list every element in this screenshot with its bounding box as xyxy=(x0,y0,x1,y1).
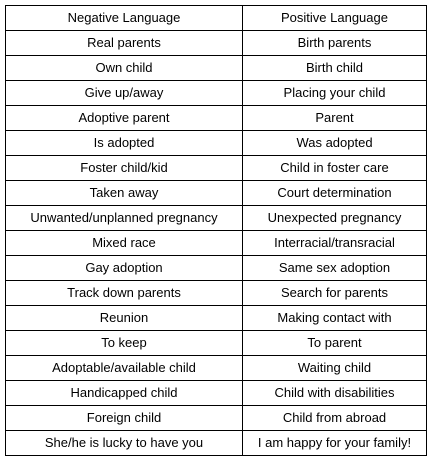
positive-term-cell: Making contact with xyxy=(243,306,427,331)
header-positive-language: Positive Language xyxy=(243,6,427,31)
table-row xyxy=(6,406,427,431)
positive-term-cell: Parent xyxy=(243,106,427,131)
negative-term-cell: Unwanted/unplanned pregnancy xyxy=(6,206,243,231)
negative-term-cell: Own child xyxy=(6,56,243,81)
positive-term-cell: Interracial/transracial xyxy=(243,231,427,256)
positive-term-cell: Unexpected pregnancy xyxy=(243,206,427,231)
table-row xyxy=(6,306,427,331)
table-row xyxy=(6,106,427,131)
positive-term-cell: Waiting child xyxy=(243,356,427,381)
negative-term-cell: Real parents xyxy=(6,31,243,56)
table-row xyxy=(6,381,427,406)
negative-term-cell: Is adopted xyxy=(6,131,243,156)
table-row xyxy=(6,331,427,356)
negative-term-cell: Adoptive parent xyxy=(6,106,243,131)
table-row xyxy=(6,56,427,81)
negative-term-cell: Foster child/kid xyxy=(6,156,243,181)
table-header-row xyxy=(6,6,427,31)
table-row xyxy=(6,206,427,231)
table-row xyxy=(6,31,427,56)
table-row xyxy=(6,181,427,206)
positive-term-cell: Birth parents xyxy=(243,31,427,56)
table-row xyxy=(6,256,427,281)
table-row xyxy=(6,156,427,181)
negative-term-cell: She/he is lucky to have you xyxy=(6,431,243,456)
negative-term-cell: Handicapped child xyxy=(6,381,243,406)
negative-term-cell: Mixed race xyxy=(6,231,243,256)
positive-term-cell: Birth child xyxy=(243,56,427,81)
header-negative-language: Negative Language xyxy=(6,6,243,31)
negative-term-cell: Reunion xyxy=(6,306,243,331)
positive-term-cell: To parent xyxy=(243,331,427,356)
table-row xyxy=(6,431,427,456)
negative-term-cell: Gay adoption xyxy=(6,256,243,281)
positive-term-cell: Placing your child xyxy=(243,81,427,106)
positive-term-cell: Search for parents xyxy=(243,281,427,306)
negative-term-cell: To keep xyxy=(6,331,243,356)
positive-term-cell: Child from abroad xyxy=(243,406,427,431)
negative-term-cell: Taken away xyxy=(6,181,243,206)
negative-term-cell: Track down parents xyxy=(6,281,243,306)
positive-term-cell: Child in foster care xyxy=(243,156,427,181)
table-row xyxy=(6,281,427,306)
negative-term-cell: Give up/away xyxy=(6,81,243,106)
table-row xyxy=(6,81,427,106)
language-comparison-table xyxy=(5,5,427,456)
positive-term-cell: Same sex adoption xyxy=(243,256,427,281)
positive-term-cell: Was adopted xyxy=(243,131,427,156)
table-row xyxy=(6,356,427,381)
language-table-container xyxy=(5,5,427,456)
positive-term-cell: Child with disabilities xyxy=(243,381,427,406)
negative-term-cell: Adoptable/available child xyxy=(6,356,243,381)
table-row xyxy=(6,131,427,156)
positive-term-cell: I am happy for your family! xyxy=(243,431,427,456)
positive-term-cell: Court determination xyxy=(243,181,427,206)
negative-term-cell: Foreign child xyxy=(6,406,243,431)
table-row xyxy=(6,231,427,256)
